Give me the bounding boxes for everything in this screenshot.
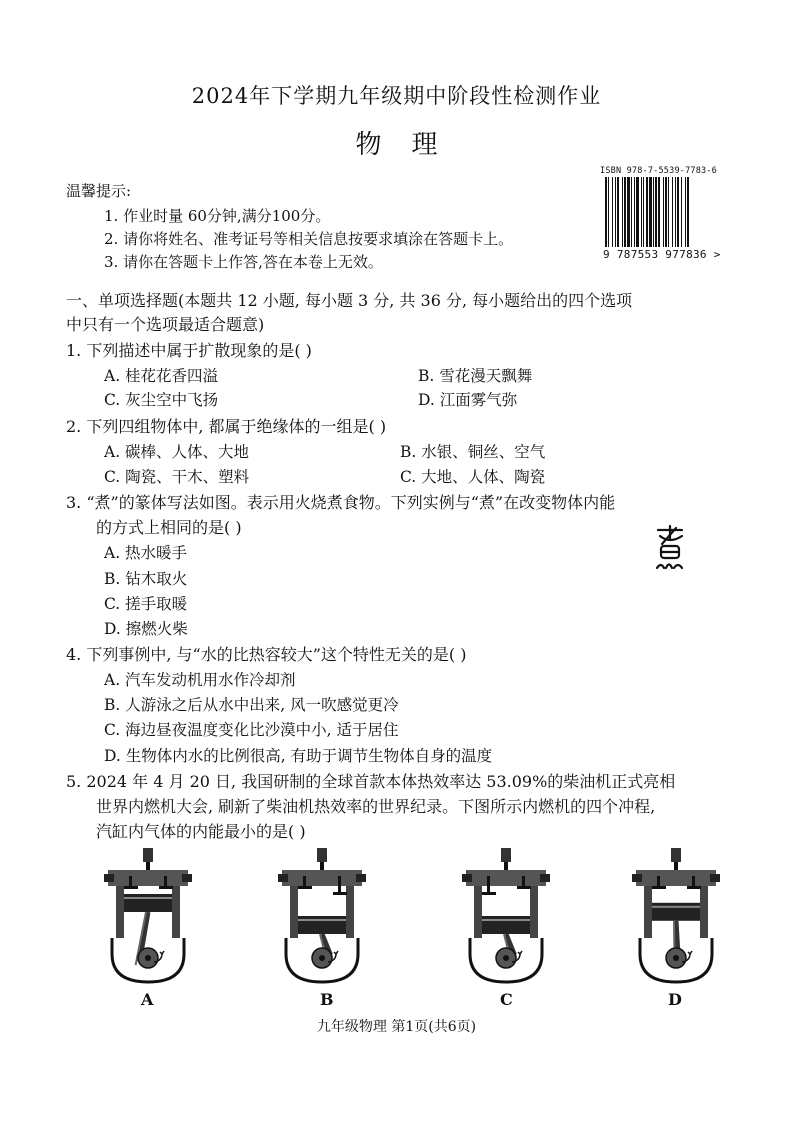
engine-label-c: C	[500, 990, 513, 1009]
q3-option-a: A. 热水暖手	[104, 544, 188, 562]
seal-script-icon	[652, 524, 688, 574]
q4-option-b: B. 人游泳之后从水中出来, 风一吹感觉更冷	[104, 696, 399, 714]
engine-stroke-icon	[630, 846, 722, 986]
question-5: 5. 2024 年 4 月 20 日, 我国研制的全球首款本体热效率达 53.09%的柴油机正式亮相	[66, 772, 676, 791]
section-heading-cont: 中只有一个选项最适合题意)	[66, 315, 265, 334]
page-footer: 九年级物理 第1页(共6页)	[316, 1019, 477, 1035]
q2-option-d: C. 大地、人体、陶瓷	[400, 468, 546, 486]
question-3-cont: 的方式上相同的是( )	[96, 518, 242, 537]
q1-option-d: D. 江面雾气弥	[418, 391, 518, 409]
tips-heading: 温馨提示:	[66, 182, 132, 200]
q1-option-c: C. 灰尘空中飞扬	[104, 391, 219, 409]
tip-item: 1. 作业时量 60分钟,满分100分。	[104, 207, 331, 225]
q4-option-c: C. 海边昼夜温度变化比沙漠中小, 适于居住	[104, 721, 399, 739]
q4-option-d: D. 生物体内水的比例很高, 有助于调节生物体自身的温度	[104, 747, 493, 765]
engine-label-a: A	[141, 990, 154, 1009]
question-5-cont: 世界内燃机大会, 刷新了柴油机热效率的世界纪录。下图所示内燃机的四个冲程,	[96, 797, 656, 816]
q1-option-a: A. 桂花花香四溢	[104, 367, 219, 385]
question-5-cont: 汽缸内气体的内能最小的是( )	[96, 822, 306, 841]
engine-stroke-icon	[276, 846, 368, 986]
question-3: 3. “煮”的篆体写法如图。表示用火烧煮食物。下列实例与“煮”在改变物体内能	[66, 493, 616, 512]
engine-stroke-icon	[102, 846, 194, 986]
question-2: 2. 下列四组物体中, 都属于绝缘体的一组是( )	[66, 417, 387, 436]
q2-option-a: A. 碳棒、人体、大地	[104, 443, 250, 461]
section-heading: 一、单项选择题(本题共 12 小题, 每小题 3 分, 共 36 分, 每小题给出的四个选项	[66, 291, 633, 310]
question-4: 4. 下列事例中, 与“水的比热容较大”这个特性无关的是( )	[66, 645, 467, 664]
q3-option-d: D. 擦燃火柴	[104, 620, 188, 638]
q3-option-b: B. 钻木取火	[104, 570, 188, 588]
tip-item: 3. 请你在答题卡上作答,答在本卷上无效。	[104, 253, 383, 271]
engine-label-b: B	[320, 990, 334, 1009]
barcode-number: 9 787553 977836 >	[603, 248, 721, 261]
engine-stroke-icon	[460, 846, 552, 986]
exam-title: 2024年下学期九年级期中阶段性检测作业	[191, 84, 602, 108]
barcode-icon	[604, 177, 716, 247]
q1-option-b: B. 雪花漫天飘舞	[418, 367, 533, 385]
engine-label-d: D	[668, 990, 682, 1009]
q2-option-c: C. 陶瓷、干木、塑料	[104, 468, 250, 486]
q2-option-b: B. 水银、铜丝、空气	[400, 443, 546, 461]
q3-option-c: C. 搓手取暖	[104, 595, 188, 613]
subject-title: 物理	[355, 130, 468, 160]
tip-item: 2. 请你将姓名、准考证号等相关信息按要求填涂在答题卡上。	[104, 230, 514, 248]
question-1: 1. 下列描述中属于扩散现象的是( )	[66, 341, 312, 360]
isbn-text: ISBN 978-7-5539-7783-6	[600, 166, 717, 176]
q4-option-a: A. 汽车发动机用水作冷却剂	[104, 671, 296, 689]
